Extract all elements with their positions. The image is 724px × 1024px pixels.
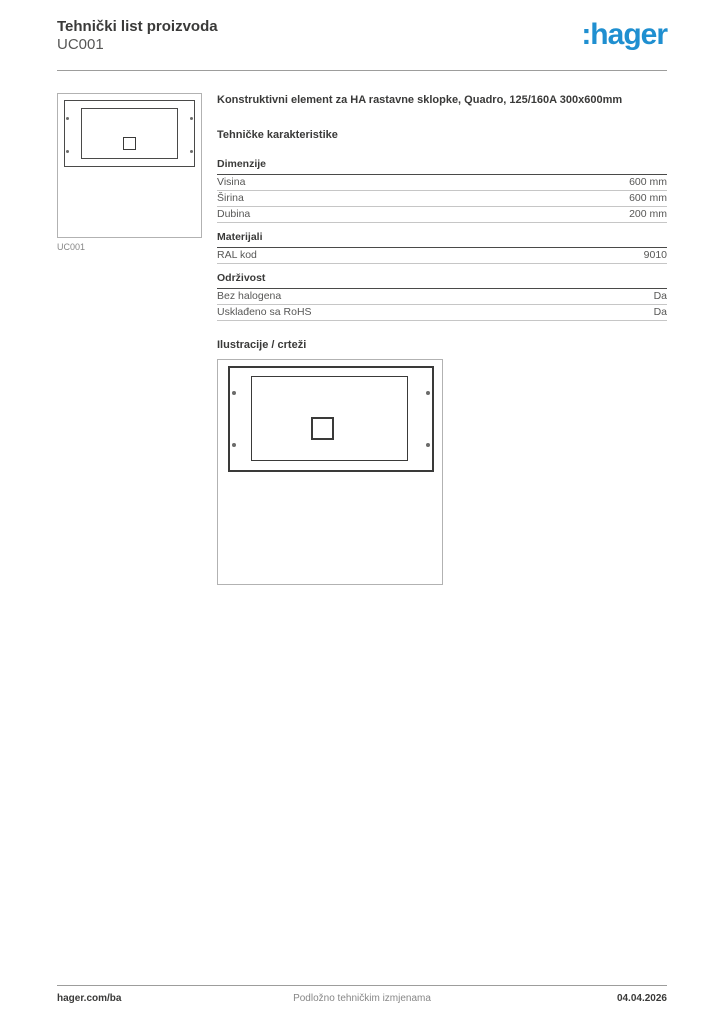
product-description: Konstruktivni element za HA rastavne sklopke, Quadro, 125/160A 300x600mm	[217, 94, 623, 106]
panel-cutout	[311, 417, 334, 440]
header-divider	[57, 70, 667, 71]
table-row	[217, 305, 667, 321]
illustration-drawing	[217, 359, 443, 585]
section-title: Materijali	[217, 231, 667, 248]
footer-date: 04.04.2026	[616, 993, 667, 1004]
thumb-panel-outline	[64, 100, 195, 167]
panel-inner-outline	[251, 376, 408, 461]
website-link[interactable]: hager.com/ba	[57, 993, 122, 1004]
screw-dot	[190, 150, 193, 153]
screw-dot	[232, 443, 236, 447]
thumb-panel-cutout	[123, 137, 136, 150]
row-value: 9010	[643, 249, 667, 261]
row-label: Dubina	[217, 208, 251, 220]
table-row	[217, 248, 667, 264]
screw-dot	[66, 117, 69, 120]
section-materijali	[217, 231, 667, 264]
row-label: Usklađeno sa RoHS	[217, 306, 312, 318]
hager-logo: :hager	[581, 18, 667, 51]
row-value: 600 mm	[629, 192, 667, 204]
section-title: Dimenzije	[217, 158, 667, 175]
section-title: Održivost	[217, 272, 667, 289]
header	[57, 18, 667, 68]
row-label: Bez halogena	[217, 290, 282, 302]
table-row	[217, 289, 667, 305]
product-code: UC001	[57, 36, 104, 53]
footer-divider	[57, 985, 667, 986]
table-row	[217, 175, 667, 191]
panel-outline	[228, 366, 434, 472]
product-thumbnail	[57, 93, 202, 238]
screw-dot	[232, 391, 236, 395]
table-row	[217, 191, 667, 207]
table-row	[217, 207, 667, 223]
content-column	[217, 93, 667, 585]
screw-dot	[66, 150, 69, 153]
row-value: Da	[653, 290, 667, 302]
footer	[57, 993, 667, 1004]
illustrations-heading: Ilustracije / crteži	[217, 339, 307, 351]
screw-dot	[190, 117, 193, 120]
section-odrzivost	[217, 272, 667, 321]
thumbnail-caption: UC001	[57, 242, 86, 252]
row-value: 200 mm	[629, 208, 667, 220]
thumb-panel-inner-outline	[81, 108, 178, 159]
tech-characteristics-heading: Tehničke karakteristike	[217, 129, 338, 141]
row-label: Širina	[217, 192, 244, 204]
row-label: Visina	[217, 176, 246, 188]
footer-disclaimer: Podložno tehničkim izmjenama	[293, 993, 431, 1004]
page-title: Tehnički list proizvoda	[57, 18, 218, 35]
row-value: Da	[653, 306, 667, 318]
screw-dot	[426, 443, 430, 447]
row-label: RAL kod	[217, 249, 257, 261]
section-dimenzije	[217, 158, 667, 223]
row-value: 600 mm	[629, 176, 667, 188]
screw-dot	[426, 391, 430, 395]
